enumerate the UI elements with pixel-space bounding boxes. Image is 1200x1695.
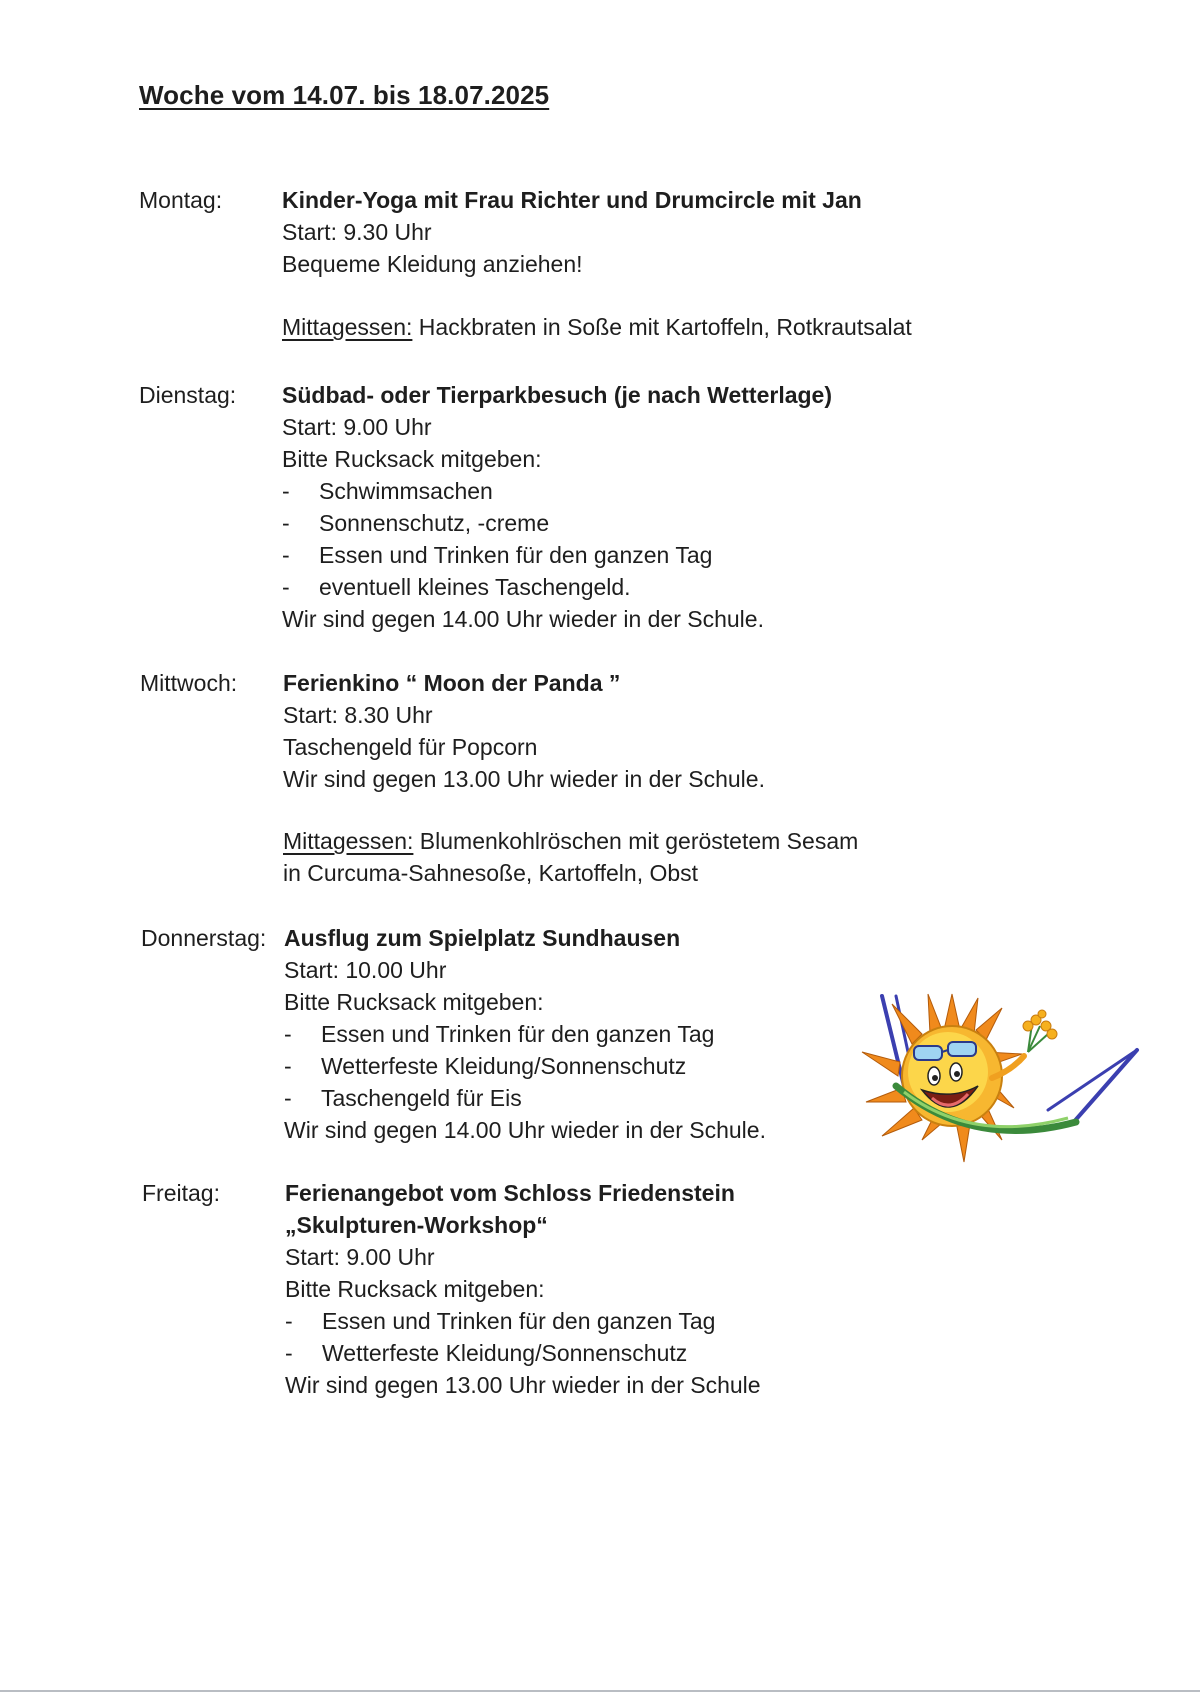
lunch-menu-continued: in Curcuma-Sahnesoße, Kartoffeln, Obst [283,860,699,886]
day-content [283,667,858,889]
return-time: Wir sind gegen 13.00 Uhr wieder in der Schule. [283,766,765,792]
bullet-dash: - [282,478,290,504]
packing-intro: Bitte Rucksack mitgeben: [284,989,544,1015]
list-item: - Essen und Trinken für den ganzen Tag [285,1305,761,1337]
return-time: Wir sind gegen 13.00 Uhr wieder in der Schule [285,1372,761,1398]
day-content [282,379,832,635]
lunch-label: Mittagessen: [282,314,413,340]
start-time: Start: 8.30 Uhr [283,702,433,728]
day-label: Freitag: [142,1180,220,1206]
page-title: Woche vom 14.07. bis 18.07.2025 [139,80,550,110]
lunch-label: Mittagessen: [283,828,414,854]
activity-title: Ausflug zum Spielplatz Sundhausen [284,925,681,951]
start-time: Start: 9.30 Uhr [282,219,432,245]
bullet-dash: - [284,1021,292,1047]
bullet-dash: - [284,1053,292,1079]
bullet-dash: - [282,510,290,536]
lunch-line [283,825,858,857]
day-content [284,922,766,1146]
list-item: - Taschengeld für Eis [284,1082,766,1114]
bullet-dash: - [285,1308,293,1334]
activity-title: Ferienkino “ Moon der Panda ” [283,670,621,696]
start-time: Start: 10.00 Uhr [284,957,447,983]
activity-subtitle: „Skulpturen-Workshop“ [285,1212,548,1238]
sun-in-hammock-icon [852,990,1142,1170]
start-time: Start: 9.00 Uhr [282,414,432,440]
bullet-dash: - [282,542,290,568]
bullet-dash: - [282,574,290,600]
list-item: - Schwimmsachen [282,475,832,507]
note: Bequeme Kleidung anziehen! [282,251,583,277]
activity-title: Ferienangebot vom Schloss Friedenstein [285,1180,735,1206]
start-time: Start: 9.00 Uhr [285,1244,435,1270]
day-content [282,184,912,343]
list-item: - eventuell kleines Taschengeld. [282,571,832,603]
list-item: - Essen und Trinken für den ganzen Tag [282,539,832,571]
bullet-dash: - [284,1085,292,1111]
scan-edge-line [0,1690,1200,1692]
return-time: Wir sind gegen 14.00 Uhr wieder in der Schule. [284,1117,766,1143]
day-label: Donnerstag: [141,925,267,951]
note: Taschengeld für Popcorn [283,734,538,760]
packing-intro: Bitte Rucksack mitgeben: [285,1276,545,1302]
day-content [285,1177,761,1401]
lunch-line [282,311,912,343]
bullet-dash: - [285,1340,293,1366]
list-item: - Wetterfeste Kleidung/Sonnenschutz [284,1050,766,1082]
return-time: Wir sind gegen 14.00 Uhr wieder in der Schule. [282,606,764,632]
list-item: - Essen und Trinken für den ganzen Tag [284,1018,766,1050]
list-item: - Sonnenschutz, -creme [282,507,832,539]
lunch-menu: Blumenkohlröschen mit geröstetem Sesam [413,828,859,854]
day-label: Mittwoch: [140,670,238,696]
activity-title: Südbad- oder Tierparkbesuch (je nach Wetterlage) [282,382,833,408]
list-item: - Wetterfeste Kleidung/Sonnenschutz [285,1337,761,1369]
day-label: Montag: [139,187,223,213]
lunch-menu: Hackbraten in Soße mit Kartoffeln, Rotkrautsalat [412,314,912,340]
packing-intro: Bitte Rucksack mitgeben: [282,446,542,472]
activity-title: Kinder-Yoga mit Frau Richter und Drumcircle mit Jan [282,187,862,213]
day-label: Dienstag: [139,382,237,408]
